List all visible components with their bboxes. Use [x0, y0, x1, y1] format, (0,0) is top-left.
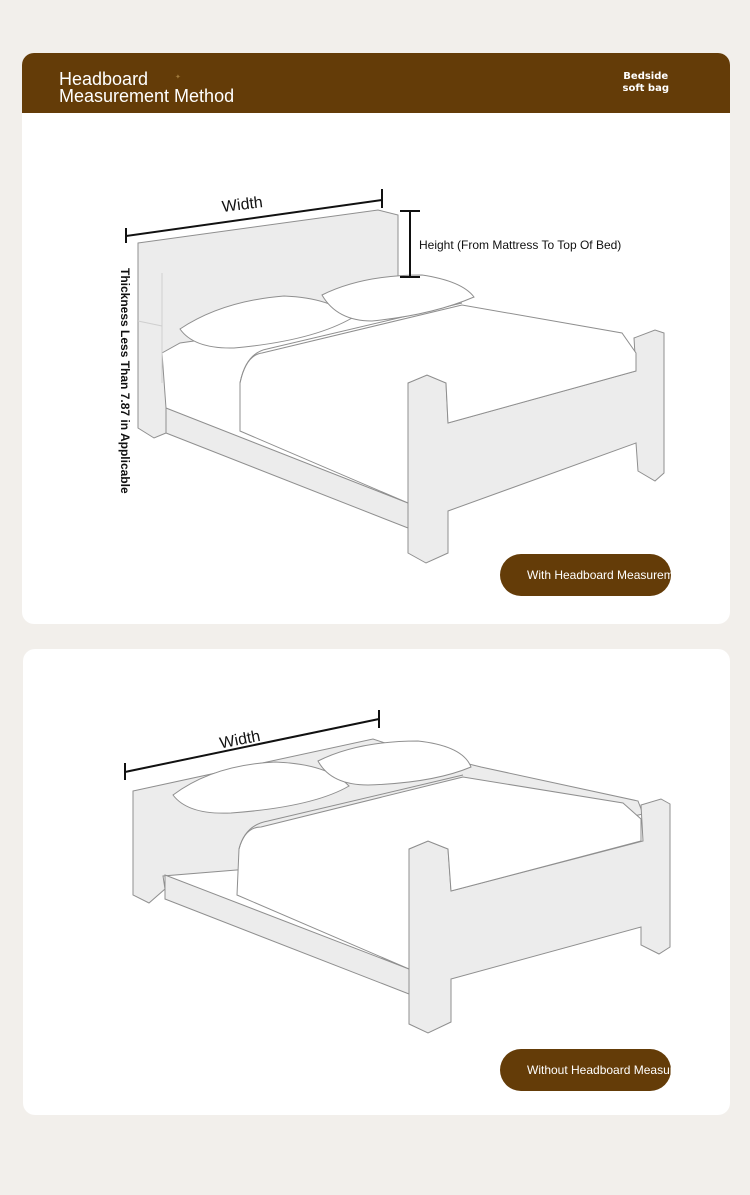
width-label: Width	[221, 194, 264, 216]
tag-line-1: Bedside	[623, 71, 669, 82]
height-label: Height (From Mattress To Top Of Bed)	[419, 238, 622, 252]
height-dimension	[400, 211, 420, 277]
title-line-1: Headboard	[59, 69, 149, 89]
tag-line-2: soft bag	[622, 83, 669, 94]
without-headboard-card	[23, 649, 730, 1115]
thickness-label: Thickness Less Than 7.87 in Applicable	[118, 268, 132, 494]
title-line-2: Measurement Method	[59, 86, 235, 106]
with-headboard-button-label: With Headboard Measurement	[527, 568, 691, 582]
sparkle-icon: ✦	[175, 74, 181, 81]
bed-without-headboard-diagram	[23, 649, 730, 1115]
with-headboard-card	[22, 53, 730, 624]
without-headboard-button[interactable]	[500, 1049, 708, 1091]
bed-with-headboard-diagram	[22, 53, 730, 624]
width-label: Width	[218, 727, 262, 753]
without-headboard-button-label: Without Headboard Measurement	[527, 1063, 708, 1077]
with-headboard-button[interactable]	[500, 554, 691, 596]
